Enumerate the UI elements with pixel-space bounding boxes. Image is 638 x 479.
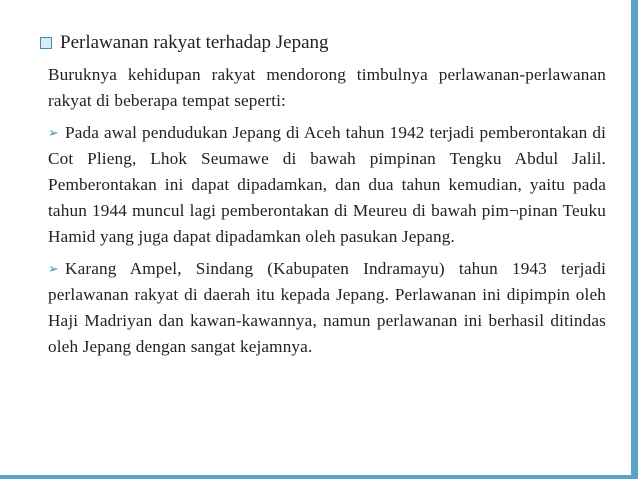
slide-heading [40, 30, 606, 56]
bullet-text: Pada awal pendudukan Jepang di Aceh tahun 1942 terjadi pemberontakan di Cot Plieng, Lhok Seumawe di bawah pimpinan Tengku Abdul Jalil. Pemberontakan ini dapat dipadamkan, dan dua tahun kemudian, yaitu pada tahun 1944 muncul lagi pemberontakan di Meureu di bawah pim¬pinan Teuku Hamid yang juga dapat dipadamkan oleh pasukan Jepang. [48, 122, 606, 246]
slide-border-right [631, 0, 638, 479]
bullet-item [48, 256, 606, 360]
slide-border-bottom [0, 475, 638, 479]
arrow-right-icon: ➢ [48, 125, 60, 141]
intro-paragraph: Buruknya kehidupan rakyat mendorong timbulnya perlawanan-perlawanan rakyat di beberapa tempat seperti: [48, 65, 606, 110]
bullet-text: Karang Ampel, Sindang (Kabupaten Indramayu) tahun 1943 terjadi perlawanan rakyat di daerah itu kepada Jepang. Perlawanan ini dipimpin oleh Haji Madriyan dan kawan-kawannya, namun perlawanan ini berhasil ditindas oleh Jepang dengan sangat kejamnya. [48, 258, 606, 356]
slide-body [36, 30, 606, 360]
checkbox-square-icon [40, 37, 52, 49]
bullet-item [48, 120, 606, 250]
heading-text: Perlawanan rakyat terhadap Jepang [60, 32, 329, 53]
arrow-right-icon: ➢ [48, 261, 60, 277]
